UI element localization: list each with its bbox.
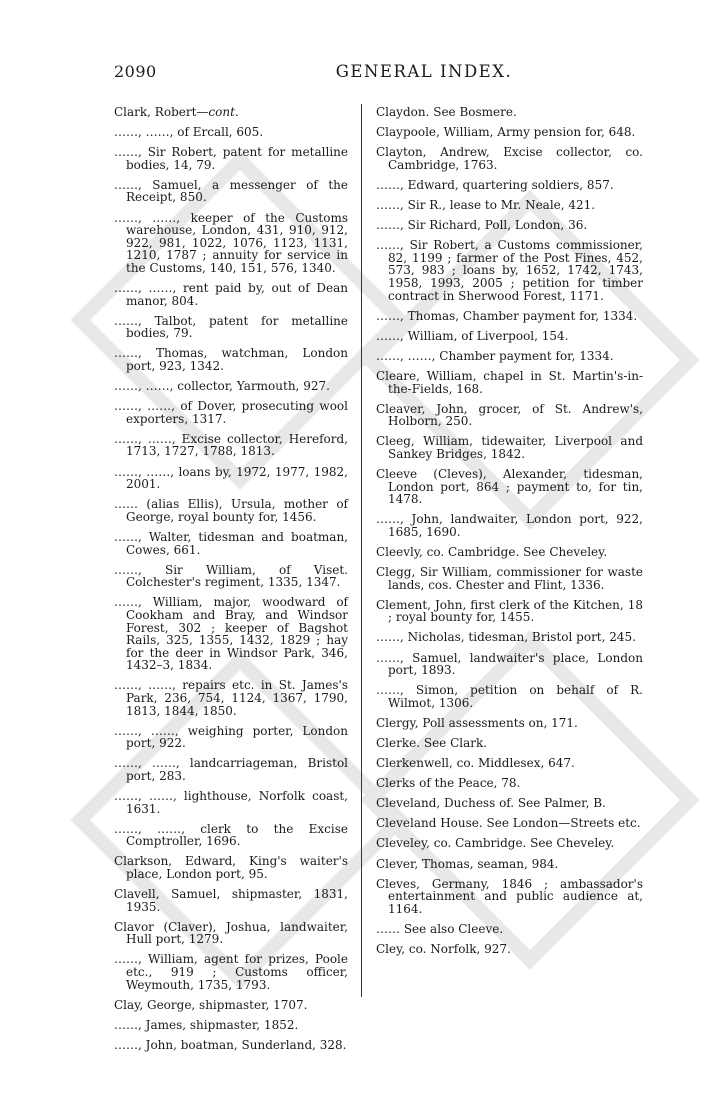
right-column	[376, 106, 643, 963]
index-entry	[376, 403, 643, 428]
index-entry-text: Clerkenwell, co. Middlesex, 647.	[376, 756, 575, 771]
index-entry-text: ……, ……, keeper of the Customs warehouse, London, 431, 910, 912, 922, 981, 1022, 1076, 1123, 1131, 1210, 1787 ; annuity for service in the Customs, 140, 151, 576, 1340.	[114, 210, 348, 275]
index-entry	[376, 350, 643, 363]
index-entry-text: Clegg, Sir William, commissioner for waste lands, cos. Chester and Flint, 1336.	[376, 565, 643, 592]
index-entry	[376, 923, 643, 936]
index-entry	[376, 239, 643, 302]
index-entry-text: …… See also Cleeve.	[376, 921, 504, 936]
index-entry-text: ……, ……, rent paid by, out of Dean manor, 804.	[114, 281, 348, 308]
index-entry-text: ……, ……, Chamber payment for, 1334.	[376, 348, 614, 363]
index-entry	[376, 546, 643, 559]
index-entry-text: Clerks of the Peace, 78.	[376, 776, 521, 791]
index-entry	[114, 596, 348, 672]
index-entry-text: ……, Samuel, a messenger of the Receipt, 850.	[114, 177, 348, 205]
index-entry-text: Clavell, Samuel, shipmaster, 1831, 1935.	[114, 887, 348, 914]
index-entry-text: ……, ……, landcarriageman, Bristol port, 283.	[114, 756, 348, 783]
index-entry-text: Clark, Robert—	[114, 105, 209, 119]
index-entry-text: Cley, co. Norfolk, 927.	[376, 942, 511, 956]
index-entry-text: Claydon. See Bosmere.	[376, 105, 517, 119]
index-entry	[376, 717, 643, 730]
index-entry-text: Cleves, Germany, 1846 ; ambassador's entertainment and public audience at, 1164.	[376, 876, 643, 916]
index-entry	[376, 684, 643, 709]
index-entry-text: ……, Nicholas, tidesman, Bristol port, 245.	[376, 630, 636, 645]
index-entry-text: ……, William, of Liverpool, 154.	[376, 328, 569, 343]
index-entry-text: ……, Sir Richard, Poll, London, 36.	[376, 218, 588, 233]
index-entry	[114, 564, 348, 589]
index-entry-text: Cleeg, William, tidewaiter, Liverpool and Sankey Bridges, 1842.	[376, 434, 643, 461]
index-entry	[376, 468, 643, 506]
index-entry	[376, 219, 643, 232]
index-entry	[376, 858, 643, 871]
index-entry	[114, 212, 348, 275]
index-entry-text: Cleevly, co. Cambridge. See Cheveley.	[376, 544, 608, 559]
index-entry	[376, 837, 643, 850]
index-entry-text: Claypoole, William, Army pension for, 648.	[376, 125, 636, 140]
index-entry-text: ……, William, agent for prizes, Poole etc., 919 ; Customs officer, Weymouth, 1735, 1793.	[114, 952, 348, 992]
index-entry	[114, 126, 348, 139]
index-entry	[114, 790, 348, 815]
index-entry	[114, 757, 348, 782]
index-entry	[114, 888, 348, 913]
index-entry-text: ……, Sir William, of Viset. Colchester's regiment, 1335, 1347.	[114, 562, 348, 590]
index-entry	[376, 943, 643, 956]
index-entry	[114, 179, 348, 204]
index-entry	[376, 652, 643, 677]
index-entry	[376, 817, 643, 830]
index-entry	[376, 737, 643, 750]
index-entry	[114, 725, 348, 750]
index-entry	[376, 513, 643, 538]
index-entry	[376, 631, 643, 644]
index-entry-text: Clarkson, Edward, King's waiter's place, London port, 95.	[114, 854, 348, 881]
index-entry-text: Cleveland House. See London—Streets etc.	[376, 816, 641, 831]
index-entry	[376, 126, 643, 139]
index-entry-text: ……, William, major, woodward of Cookham and Bray, and Windsor Forest, 302 ; keeper of Bagshot Rails, 325, 1355, 1432, 1829 ; hay for the deer in Windsor Park, 346, 1432–3, 1834.	[114, 595, 348, 673]
page-header	[114, 62, 644, 88]
index-entry	[114, 106, 348, 119]
index-entry	[114, 679, 348, 717]
index-entry	[376, 199, 643, 212]
index-entry-text: ……, Walter, tidesman and boatman, Cowes, 661.	[114, 529, 348, 557]
index-entry-text: ……, Edward, quartering soldiers, 857.	[376, 177, 614, 192]
index-entry-text: ……, John, landwaiter, London port, 922, 1685, 1690.	[376, 512, 643, 539]
index-entry-text: Clayton, Andrew, Excise collector, co. Cambridge, 1763.	[376, 145, 643, 172]
index-entry	[114, 1039, 348, 1052]
index-entry	[114, 433, 348, 458]
left-column	[114, 106, 348, 1059]
index-entry-text: ……, Samuel, landwaiter's place, London port, 1893.	[376, 650, 643, 678]
index-entry-text: ……, Sir R., lease to Mr. Neale, 421.	[376, 197, 596, 212]
index-entry-text: Clement, John, first clerk of the Kitchen, 18 ; royal bounty for, 1455.	[376, 597, 643, 625]
index-entry	[376, 310, 643, 323]
index-entry	[114, 380, 348, 393]
index-entry	[376, 435, 643, 460]
index-entry	[376, 878, 643, 916]
index-entry-text: Clergy, Poll assessments on, 171.	[376, 715, 578, 730]
index-entry-text: ……, ……, collector, Yarmouth, 927.	[114, 379, 330, 394]
index-entry	[114, 953, 348, 991]
index-entry	[376, 106, 643, 119]
column-divider	[361, 104, 362, 997]
index-entry-text: ……, Sir Robert, patent for metalline bodies, 14, 79.	[114, 145, 348, 172]
index-entry-text: ……, ……, loans by, 1972, 1977, 1982, 2001.	[114, 464, 348, 492]
index-entry	[114, 531, 348, 556]
index-entry-text: ……, James, shipmaster, 1852.	[114, 1017, 299, 1032]
index-entry-text: Cleveland, Duchess of. See Palmer, B.	[376, 796, 606, 811]
index-entry	[114, 1019, 348, 1032]
index-entry-text: ……, ……, Excise collector, Hereford, 1713, 1727, 1788, 1813.	[114, 431, 348, 459]
index-entry-text: Clavor (Claver), Joshua, landwaiter, Hull port, 1279.	[114, 919, 348, 947]
index-entry-text: ……, ……, clerk to the Excise Comptroller, 1696.	[114, 821, 348, 849]
index-entry-text: Cleveley, co. Cambridge. See Cheveley.	[376, 836, 615, 851]
index-entry	[114, 347, 348, 372]
index-entry-text: ……, Sir Robert, a Customs commissioner, 82, 1199 ; farmer of the Post Fines, 452, 573, 983 ; loans by, 1652, 1742, 1743, 1958, 1993, 2005 ; petition for timber contract in Sherwood Forest, 1171.	[376, 238, 643, 303]
index-entry	[376, 777, 643, 790]
index-entry-text: ……, Thomas, watchman, London port, 923, 1342.	[114, 346, 348, 373]
index-entry	[114, 823, 348, 848]
index-entry	[114, 400, 348, 425]
index-entry-text: Cleaver, John, grocer, of St. Andrew's, Holborn, 250.	[376, 401, 643, 429]
index-entry-text: Clever, Thomas, seaman, 984.	[376, 856, 559, 871]
index-entry-text: ……, ……, weighing porter, London port, 922.	[114, 723, 348, 751]
index-entry	[114, 921, 348, 946]
index-entry	[376, 599, 643, 624]
index-entry	[114, 146, 348, 171]
index-entry-text: Cleeve (Cleves), Alexander, tidesman, London port, 864 ; payment to, for tin, 1478.	[376, 466, 643, 507]
index-entry-italic: cont.	[208, 105, 239, 119]
index-entry	[376, 370, 643, 395]
index-entry-text: ……, Talbot, patent for metalline bodies, 79.	[114, 313, 348, 341]
index-entry	[114, 466, 348, 491]
index-entry	[376, 566, 643, 591]
index-entry	[114, 855, 348, 880]
index-entry	[114, 282, 348, 307]
index-entry-text: ……, Simon, petition on behalf of R. Wilmot, 1306.	[376, 683, 643, 710]
index-entry	[114, 999, 348, 1012]
index-entry	[376, 330, 643, 343]
index-entry-text: ……, ……, of Ercall, 605.	[114, 125, 264, 140]
index-entry-text: ……, ……, of Dover, prosecuting wool exporters, 1317.	[114, 399, 348, 426]
index-entry-text: Cleare, William, chapel in St. Martin's-in-the-Fields, 168.	[376, 368, 643, 396]
page-title: GENERAL INDEX.	[335, 62, 513, 81]
index-entry-text: Clay, George, shipmaster, 1707.	[114, 997, 308, 1012]
index-entry	[114, 498, 348, 523]
index-entry-text: …… (alias Ellis), Ursula, mother of George, royal bounty for, 1456.	[114, 497, 348, 524]
index-entry	[114, 315, 348, 340]
page-number: 2090	[114, 62, 157, 81]
index-entry	[376, 797, 643, 810]
index-entry-text: Clerke. See Clark.	[376, 735, 488, 750]
index-entry-text: ……, John, boatman, Sunderland, 328.	[114, 1037, 347, 1052]
index-entry	[376, 179, 643, 192]
index-entry-text: ……, ……, lighthouse, Norfolk coast, 1631.	[114, 789, 348, 816]
index-entry-text: ……, ……, repairs etc. in St. James's Park, 236, 754, 1124, 1367, 1790, 1813, 1844, 1850.	[114, 678, 348, 718]
index-entry	[376, 757, 643, 770]
index-entry-text: ……, Thomas, Chamber payment for, 1334.	[376, 308, 638, 323]
index-entry	[376, 146, 643, 171]
